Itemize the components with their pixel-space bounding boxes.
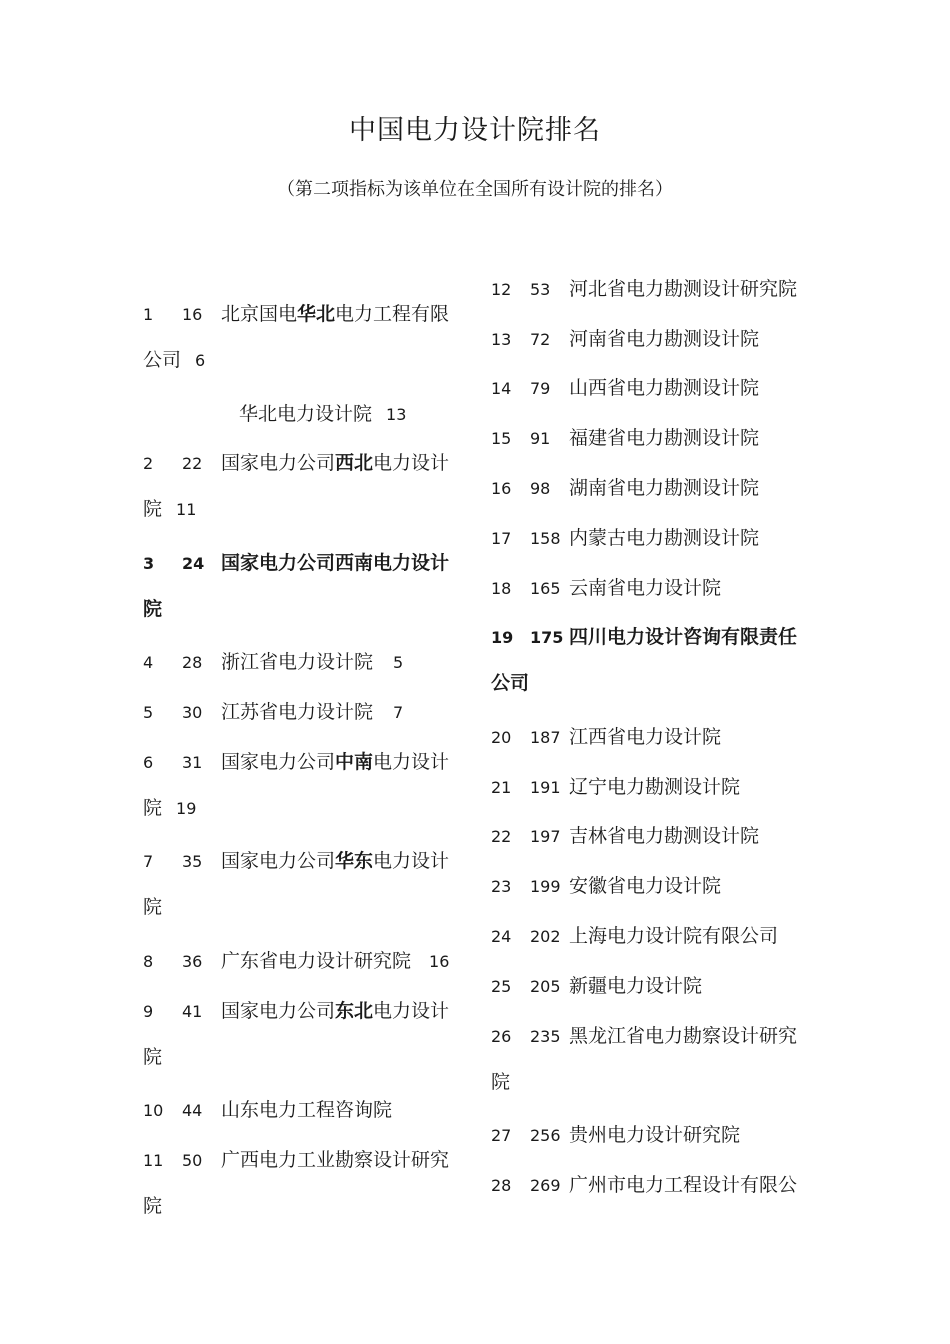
institute-name bbox=[221, 850, 449, 872]
rank: 8 bbox=[143, 952, 154, 971]
institute-name: 湖南省电力勘测设计院 bbox=[569, 477, 760, 499]
institute-name: 四川电力设计咨询有限责任 bbox=[569, 626, 798, 648]
score: 199 bbox=[530, 877, 561, 896]
extra-value: 7 bbox=[393, 703, 404, 722]
rank: 25 bbox=[491, 977, 512, 996]
score: 24 bbox=[182, 554, 205, 573]
extra-value: 11 bbox=[176, 500, 197, 519]
institute-name: 广州市电力工程设计有限公 bbox=[569, 1174, 798, 1196]
rank: 6 bbox=[143, 753, 154, 772]
list-item bbox=[143, 998, 449, 1025]
list-item-continuation bbox=[143, 496, 196, 523]
institute-name: 安徽省电力设计院 bbox=[569, 875, 722, 897]
institute-name: 黑龙江省电力勘察设计研究 bbox=[569, 1025, 798, 1047]
list-item bbox=[491, 475, 759, 502]
list-item-continuation bbox=[491, 670, 529, 696]
rank: 4 bbox=[143, 653, 154, 672]
list-item-continuation bbox=[143, 596, 162, 622]
score: 269 bbox=[530, 1176, 561, 1195]
name-part: 国家电力公司 bbox=[221, 1000, 336, 1022]
extra-value: 6 bbox=[195, 351, 206, 370]
name-part: 电力设计 bbox=[373, 850, 450, 872]
rank: 12 bbox=[491, 280, 512, 299]
list-item bbox=[143, 699, 403, 726]
name-continuation: 院 bbox=[143, 1046, 163, 1068]
rank: 15 bbox=[491, 429, 512, 448]
list-item-continuation bbox=[143, 347, 205, 374]
list-item-continuation bbox=[143, 894, 162, 920]
rank: 14 bbox=[491, 379, 512, 398]
list-item bbox=[491, 923, 778, 950]
institute-name bbox=[221, 751, 449, 773]
rank: 5 bbox=[143, 703, 154, 722]
institute-name: 河南省电力勘测设计院 bbox=[569, 328, 760, 350]
page-title: 中国电力设计院排名 bbox=[349, 115, 601, 146]
list-item-continuation bbox=[143, 795, 196, 822]
list-item bbox=[491, 425, 759, 452]
name-continuation: 公司 bbox=[491, 672, 530, 694]
list-item bbox=[491, 724, 721, 751]
institute-name: 上海电力设计院有限公司 bbox=[569, 925, 779, 947]
list-item-sub bbox=[239, 401, 406, 428]
list-item bbox=[143, 550, 449, 577]
rank: 22 bbox=[491, 827, 512, 846]
list-item-continuation bbox=[143, 1044, 162, 1070]
score: 53 bbox=[530, 280, 551, 299]
score: 30 bbox=[182, 703, 203, 722]
list-item bbox=[143, 1097, 392, 1124]
score: 197 bbox=[530, 827, 561, 846]
list-item bbox=[491, 1122, 740, 1149]
score: 158 bbox=[530, 529, 561, 548]
rank: 21 bbox=[491, 778, 512, 797]
score: 31 bbox=[182, 753, 203, 772]
list-item bbox=[491, 774, 740, 801]
list-item bbox=[143, 948, 449, 975]
institute-name: 贵州电力设计研究院 bbox=[569, 1124, 741, 1146]
score: 16 bbox=[182, 305, 203, 324]
score: 28 bbox=[182, 653, 203, 672]
institute-name bbox=[221, 303, 449, 325]
list-item bbox=[491, 973, 702, 1000]
name-highlight: 华北 bbox=[297, 303, 336, 325]
list-item bbox=[491, 326, 759, 353]
list-item bbox=[491, 624, 797, 651]
rank: 26 bbox=[491, 1027, 512, 1046]
rank: 19 bbox=[491, 628, 514, 647]
rank: 13 bbox=[491, 330, 512, 349]
list-item bbox=[143, 1147, 449, 1174]
institute-name: 辽宁电力勘测设计院 bbox=[569, 776, 741, 798]
name-highlight: 华东 bbox=[335, 850, 374, 872]
rank: 1 bbox=[143, 305, 154, 324]
institute-name: 江苏省电力设计院 bbox=[221, 701, 374, 723]
name-part: 国家电力公司 bbox=[221, 452, 336, 474]
score: 22 bbox=[182, 454, 203, 473]
score: 50 bbox=[182, 1151, 203, 1170]
institute-name: 新疆电力设计院 bbox=[569, 975, 703, 997]
list-item bbox=[143, 649, 403, 676]
score: 187 bbox=[530, 728, 561, 747]
rank: 11 bbox=[143, 1151, 164, 1170]
score: 235 bbox=[530, 1027, 561, 1046]
extra-value: 19 bbox=[176, 799, 197, 818]
institute-name: 山东电力工程咨询院 bbox=[221, 1099, 393, 1121]
list-item-continuation bbox=[143, 1193, 162, 1219]
name-part: 电力工程有限 bbox=[335, 303, 450, 325]
sub-institute-name: 华北电力设计院 bbox=[239, 403, 373, 425]
institute-name: 江西省电力设计院 bbox=[569, 726, 722, 748]
list-item bbox=[491, 1023, 797, 1050]
rank: 24 bbox=[491, 927, 512, 946]
institute-name: 吉林省电力勘测设计院 bbox=[569, 825, 760, 847]
rank: 20 bbox=[491, 728, 512, 747]
institute-name: 内蒙古电力勘测设计院 bbox=[569, 527, 760, 549]
list-item bbox=[491, 276, 797, 303]
institute-name: 广东省电力设计研究院 bbox=[221, 950, 412, 972]
name-continuation: 公司 bbox=[143, 349, 182, 371]
name-highlight: 中南 bbox=[335, 751, 374, 773]
institute-name: 国家电力公司西南电力设计 bbox=[221, 552, 450, 574]
score: 202 bbox=[530, 927, 561, 946]
score: 175 bbox=[530, 628, 564, 647]
institute-name: 福建省电力勘测设计院 bbox=[569, 427, 760, 449]
score: 205 bbox=[530, 977, 561, 996]
institute-name: 河北省电力勘测设计研究院 bbox=[569, 278, 798, 300]
page-subtitle: （第二项指标为该单位在全国所有设计院的排名） bbox=[277, 179, 673, 200]
rank: 27 bbox=[491, 1126, 512, 1145]
score: 91 bbox=[530, 429, 551, 448]
name-part: 国家电力公司 bbox=[221, 850, 336, 872]
name-continuation: 院 bbox=[143, 797, 163, 819]
name-continuation: 院 bbox=[143, 498, 163, 520]
name-continuation: 院 bbox=[143, 896, 163, 918]
list-item bbox=[491, 575, 721, 602]
institute-name: 浙江省电力设计院 bbox=[221, 651, 374, 673]
extra-value: 13 bbox=[386, 405, 407, 424]
rank: 7 bbox=[143, 852, 154, 871]
extra-value: 16 bbox=[429, 952, 450, 971]
list-item bbox=[491, 525, 759, 552]
institute-name bbox=[221, 1000, 449, 1022]
score: 72 bbox=[530, 330, 551, 349]
rank: 18 bbox=[491, 579, 512, 598]
score: 79 bbox=[530, 379, 551, 398]
list-item-continuation bbox=[491, 1069, 510, 1095]
name-part: 国家电力公司 bbox=[221, 751, 336, 773]
extra-value: 5 bbox=[393, 653, 404, 672]
name-part: 电力设计 bbox=[373, 452, 450, 474]
name-part: 电力设计 bbox=[373, 751, 450, 773]
rank: 16 bbox=[491, 479, 512, 498]
name-part: 电力设计 bbox=[373, 1000, 450, 1022]
name-continuation: 院 bbox=[143, 598, 163, 620]
rank: 23 bbox=[491, 877, 512, 896]
list-item bbox=[143, 848, 449, 875]
score: 256 bbox=[530, 1126, 561, 1145]
list-item bbox=[143, 301, 449, 328]
institute-name: 广西电力工业勘察设计研究 bbox=[221, 1149, 450, 1171]
name-part: 北京国电 bbox=[221, 303, 298, 325]
list-item bbox=[491, 375, 759, 402]
list-item bbox=[143, 749, 449, 776]
score: 165 bbox=[530, 579, 561, 598]
rank: 9 bbox=[143, 1002, 154, 1021]
name-continuation: 院 bbox=[143, 1195, 163, 1217]
name-highlight: 西北 bbox=[335, 452, 374, 474]
score: 98 bbox=[530, 479, 551, 498]
institute-name: 山西省电力勘测设计院 bbox=[569, 377, 760, 399]
name-highlight: 东北 bbox=[335, 1000, 374, 1022]
rank: 10 bbox=[143, 1101, 164, 1120]
rank: 17 bbox=[491, 529, 512, 548]
score: 44 bbox=[182, 1101, 203, 1120]
score: 35 bbox=[182, 852, 203, 871]
rank: 28 bbox=[491, 1176, 512, 1195]
rank: 3 bbox=[143, 554, 155, 573]
score: 41 bbox=[182, 1002, 203, 1021]
list-item bbox=[491, 873, 721, 900]
list-item bbox=[143, 450, 449, 477]
institute-name: 云南省电力设计院 bbox=[569, 577, 722, 599]
name-continuation: 院 bbox=[491, 1071, 511, 1093]
score: 191 bbox=[530, 778, 561, 797]
institute-name bbox=[221, 452, 449, 474]
rank: 2 bbox=[143, 454, 154, 473]
list-item bbox=[491, 1172, 797, 1199]
score: 36 bbox=[182, 952, 203, 971]
list-item bbox=[491, 823, 759, 850]
